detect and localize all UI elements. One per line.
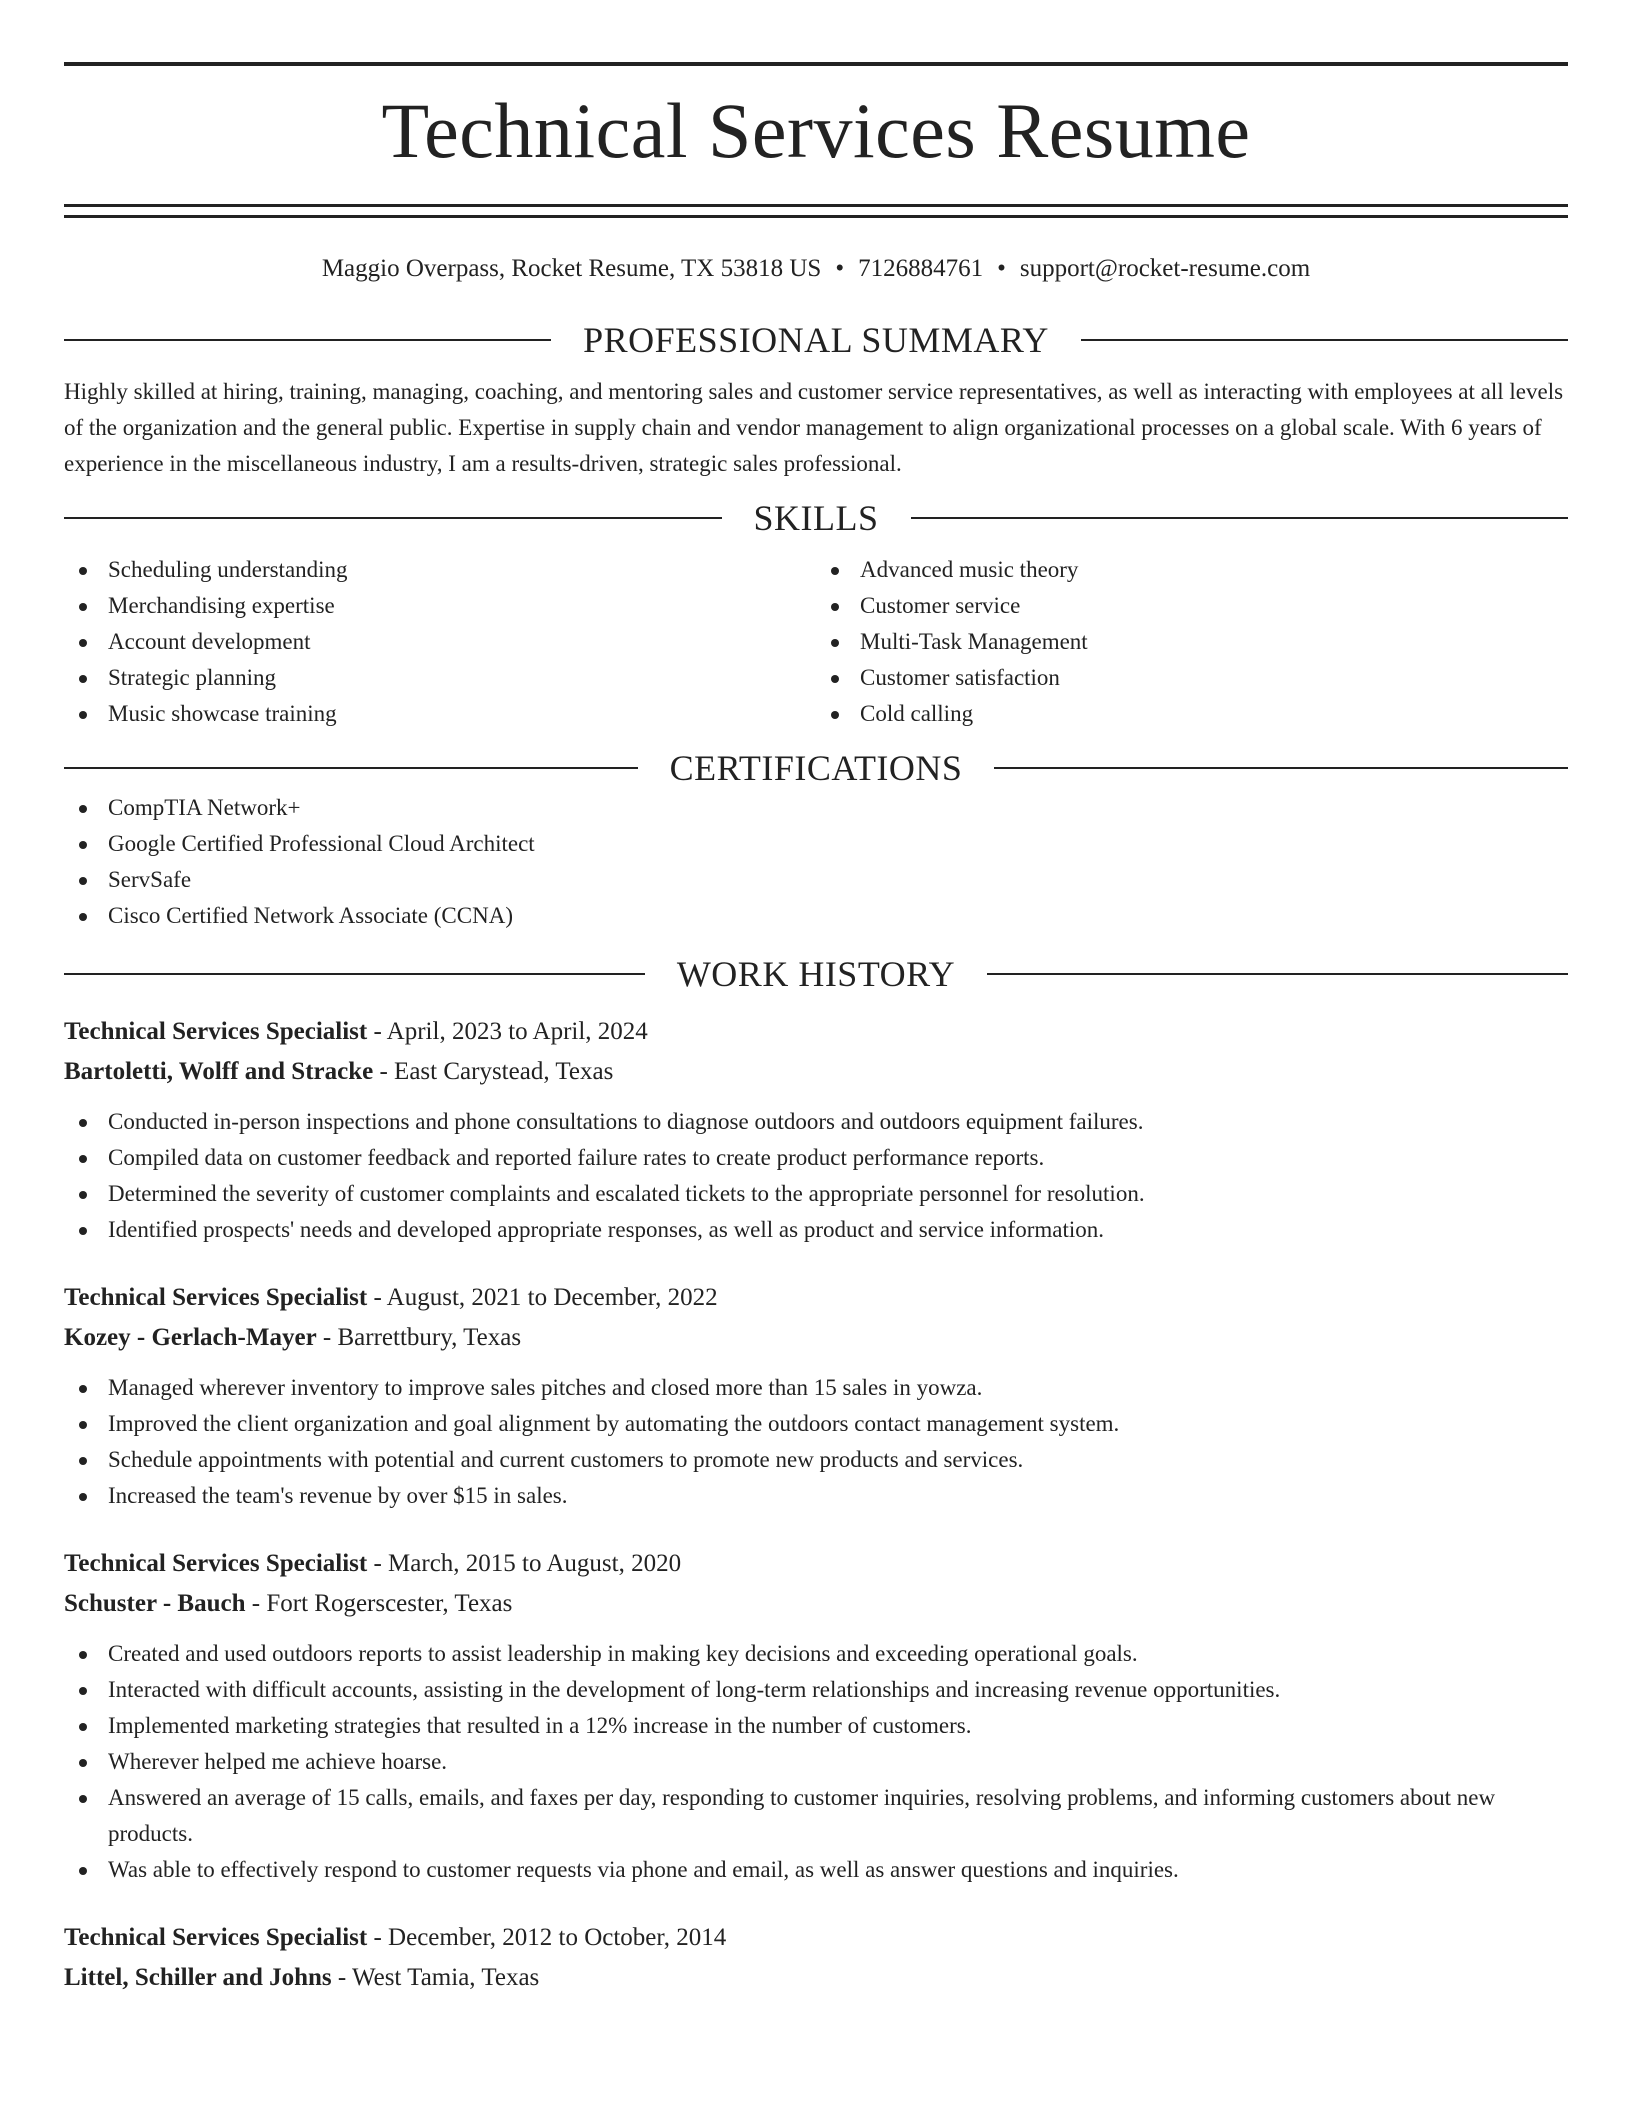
section-title-summary: PROFESSIONAL SUMMARY bbox=[583, 320, 1049, 360]
job-title-line bbox=[64, 1278, 1568, 1318]
skills-list-right bbox=[816, 552, 1568, 732]
job-location: - West Tamia, Texas bbox=[331, 1964, 540, 1991]
section-title-work: WORK HISTORY bbox=[676, 954, 956, 994]
job-location: - East Carystead, Texas bbox=[373, 1058, 614, 1085]
skill-item: Cold calling bbox=[816, 696, 1568, 732]
job-title: Technical Services Specialist bbox=[64, 1018, 368, 1045]
job-title-line bbox=[64, 1544, 1568, 1584]
certification-item: Google Certified Professional Cloud Architect bbox=[64, 826, 1568, 862]
skill-item: Customer service bbox=[816, 588, 1568, 624]
job-bullets bbox=[64, 1104, 1568, 1248]
job-bullet: Increased the team's revenue by over $15 in sales. bbox=[64, 1478, 1568, 1514]
skill-item: Customer satisfaction bbox=[816, 660, 1568, 696]
job-company: Kozey - Gerlach-Mayer bbox=[64, 1324, 317, 1351]
job-bullets bbox=[64, 1636, 1568, 1888]
job-title-line bbox=[64, 1918, 1568, 1958]
section-title-skills: SKILLS bbox=[753, 498, 879, 538]
job-dates: - December, 2012 to October, 2014 bbox=[367, 1924, 727, 1951]
job-bullet: Determined the severity of customer complaints and escalated tickets to the appropriate personnel for resolution. bbox=[64, 1176, 1568, 1212]
divider bbox=[911, 517, 1569, 519]
job-bullet: Schedule appointments with potential and current customers to promote new products and services. bbox=[64, 1442, 1568, 1478]
job-company-line bbox=[64, 1584, 1568, 1624]
job-title: Technical Services Specialist bbox=[64, 1284, 368, 1311]
summary-text: Highly skilled at hiring, training, managing, coaching, and mentoring sales and customer service representatives, as well as interacting with employees at all levels of the organization and the general public. Expertise in supply chain and vendor management to align organizational processes on a global scale. With 6 years of experience in the miscellaneous industry, I am a results-driven, strategic sales professional. bbox=[64, 379, 1564, 476]
job-company: Littel, Schiller and Johns bbox=[64, 1964, 332, 1991]
top-rule bbox=[64, 62, 1568, 66]
skill-item: Multi-Task Management bbox=[816, 624, 1568, 660]
page-title: Technical Services Resume bbox=[381, 87, 1251, 174]
contact-phone: 7126884761 bbox=[858, 255, 984, 282]
divider bbox=[64, 339, 551, 341]
contact-address: Maggio Overpass, Rocket Resume, TX 53818 US bbox=[321, 255, 822, 282]
skill-item: Strategic planning bbox=[64, 660, 816, 696]
skill-item: Merchandising expertise bbox=[64, 588, 816, 624]
job-entry bbox=[64, 1278, 1568, 1514]
certifications-list bbox=[64, 790, 1568, 934]
divider bbox=[994, 767, 1568, 769]
divider bbox=[64, 517, 722, 519]
skills-grid bbox=[64, 552, 1568, 732]
job-title-line bbox=[64, 1012, 1568, 1052]
section-header-skills bbox=[64, 496, 1568, 540]
job-title: Technical Services Specialist bbox=[64, 1924, 368, 1951]
job-bullet: Conducted in-person inspections and phone consultations to diagnose outdoors and outdoors equipment failures. bbox=[64, 1104, 1568, 1140]
divider bbox=[1081, 339, 1568, 341]
title-double-rule bbox=[64, 204, 1568, 218]
job-bullet: Interacted with difficult accounts, assisting in the development of long-term relationships and increasing revenue opportunities. bbox=[64, 1672, 1568, 1708]
skill-item: Advanced music theory bbox=[816, 552, 1568, 588]
section-header-summary bbox=[64, 318, 1568, 362]
certification-item: CompTIA Network+ bbox=[64, 790, 1568, 826]
job-bullet: Was able to effectively respond to customer requests via phone and email, as well as answer questions and inquiries. bbox=[64, 1852, 1568, 1888]
job-company: Schuster - Bauch bbox=[64, 1590, 246, 1617]
section-header-certifications bbox=[64, 746, 1568, 790]
skill-item: Account development bbox=[64, 624, 816, 660]
job-location: - Fort Rogerscester, Texas bbox=[245, 1590, 513, 1617]
job-company-line bbox=[64, 1318, 1568, 1358]
job-company-line bbox=[64, 1052, 1568, 1092]
skills-list-left bbox=[64, 552, 816, 732]
job-bullet: Improved the client organization and goal alignment by automating the outdoors contact management system. bbox=[64, 1406, 1568, 1442]
job-bullets bbox=[64, 1370, 1568, 1514]
section-header-work bbox=[64, 952, 1568, 996]
job-bullet: Answered an average of 15 calls, emails, and faxes per day, responding to customer inquiries, resolving problems, and informing customers about new products. bbox=[64, 1780, 1568, 1852]
job-bullet: Wherever helped me achieve hoarse. bbox=[64, 1744, 1568, 1780]
certification-item: ServSafe bbox=[64, 862, 1568, 898]
job-dates: - August, 2021 to December, 2022 bbox=[367, 1284, 718, 1311]
job-location: - Barrettbury, Texas bbox=[316, 1324, 522, 1351]
job-bullet: Implemented marketing strategies that resulted in a 12% increase in the number of customers. bbox=[64, 1708, 1568, 1744]
job-dates: - April, 2023 to April, 2024 bbox=[367, 1018, 648, 1045]
contact-separator: • bbox=[835, 255, 845, 282]
divider bbox=[64, 973, 645, 975]
job-entry bbox=[64, 1012, 1568, 1248]
skill-item: Music showcase training bbox=[64, 696, 816, 732]
contact-email: support@rocket-resume.com bbox=[1019, 255, 1311, 282]
job-bullet: Compiled data on customer feedback and reported failure rates to create product performance reports. bbox=[64, 1140, 1568, 1176]
job-bullet: Managed wherever inventory to improve sales pitches and closed more than 15 sales in yowza. bbox=[64, 1370, 1568, 1406]
job-company-line bbox=[64, 1958, 1568, 1998]
job-bullet: Created and used outdoors reports to assist leadership in making key decisions and exceeding operational goals. bbox=[64, 1636, 1568, 1672]
job-entry bbox=[64, 1544, 1568, 1888]
section-title-certifications: CERTIFICATIONS bbox=[669, 748, 963, 788]
job-dates: - March, 2015 to August, 2020 bbox=[367, 1550, 682, 1577]
contact-line bbox=[64, 254, 1568, 284]
job-company: Bartoletti, Wolff and Stracke bbox=[64, 1058, 374, 1085]
job-bullet: Identified prospects' needs and developed appropriate responses, as well as product and service information. bbox=[64, 1212, 1568, 1248]
divider bbox=[64, 767, 638, 769]
certification-item: Cisco Certified Network Associate (CCNA) bbox=[64, 898, 1568, 934]
skill-item: Scheduling understanding bbox=[64, 552, 816, 588]
job-title: Technical Services Specialist bbox=[64, 1550, 368, 1577]
job-entry bbox=[64, 1918, 1568, 1998]
divider bbox=[987, 973, 1568, 975]
contact-separator: • bbox=[997, 255, 1006, 282]
